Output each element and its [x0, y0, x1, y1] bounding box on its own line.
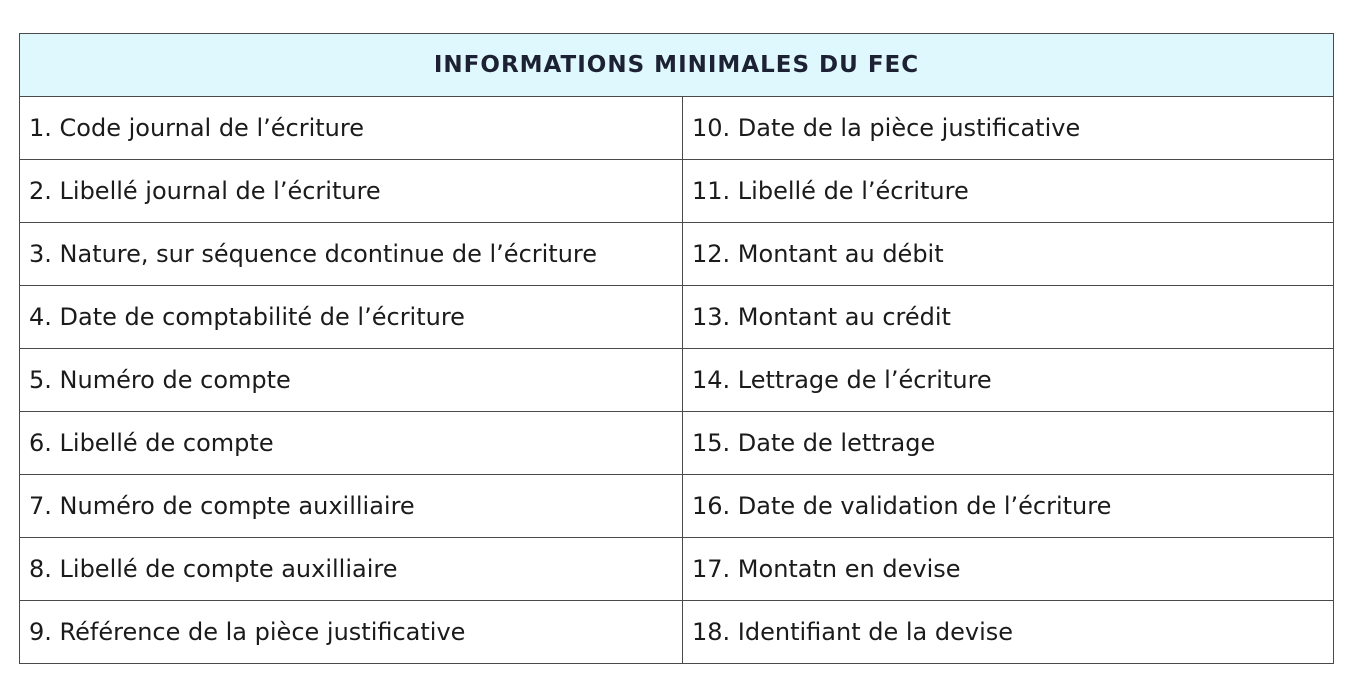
table-cell-right: 14. Lettrage de l’écriture [683, 349, 1334, 412]
table-row [20, 223, 1334, 286]
table-cell-left: 2. Libellé journal de l’écriture [20, 160, 683, 223]
table-cell-right: 15. Date de lettrage [683, 412, 1334, 475]
fec-fields-table [19, 33, 1334, 664]
table-cell-left: 3. Nature, sur séquence dcontinue de l’écriture [20, 223, 683, 286]
table-cell-left: 4. Date de comptabilité de l’écriture [20, 286, 683, 349]
table-header-row [20, 34, 1334, 97]
table-row [20, 412, 1334, 475]
table-cell-left: 6. Libellé de compte [20, 412, 683, 475]
table-cell-right: 18. Identifiant de la devise [683, 601, 1334, 664]
table-cell-left: 1. Code journal de l’écriture [20, 97, 683, 160]
table-cell-left: 9. Référence de la pièce justificative [20, 601, 683, 664]
table-cell-right: 16. Date de validation de l’écriture [683, 475, 1334, 538]
table-row [20, 286, 1334, 349]
table-cell-right: 11. Libellé de l’écriture [683, 160, 1334, 223]
table-row [20, 349, 1334, 412]
table-cell-left: 8. Libellé de compte auxilliaire [20, 538, 683, 601]
table-row [20, 97, 1334, 160]
table-cell-right: 10. Date de la pièce justificative [683, 97, 1334, 160]
table-cell-right: 12. Montant au débit [683, 223, 1334, 286]
table-title: INFORMATIONS MINIMALES DU FEC [20, 34, 1334, 97]
table-row [20, 160, 1334, 223]
table-cell-left: 5. Numéro de compte [20, 349, 683, 412]
table-row [20, 475, 1334, 538]
table-row [20, 601, 1334, 664]
table-cell-right: 13. Montant au crédit [683, 286, 1334, 349]
table-cell-left: 7. Numéro de compte auxilliaire [20, 475, 683, 538]
table-cell-right: 17. Montatn en devise [683, 538, 1334, 601]
table-row [20, 538, 1334, 601]
